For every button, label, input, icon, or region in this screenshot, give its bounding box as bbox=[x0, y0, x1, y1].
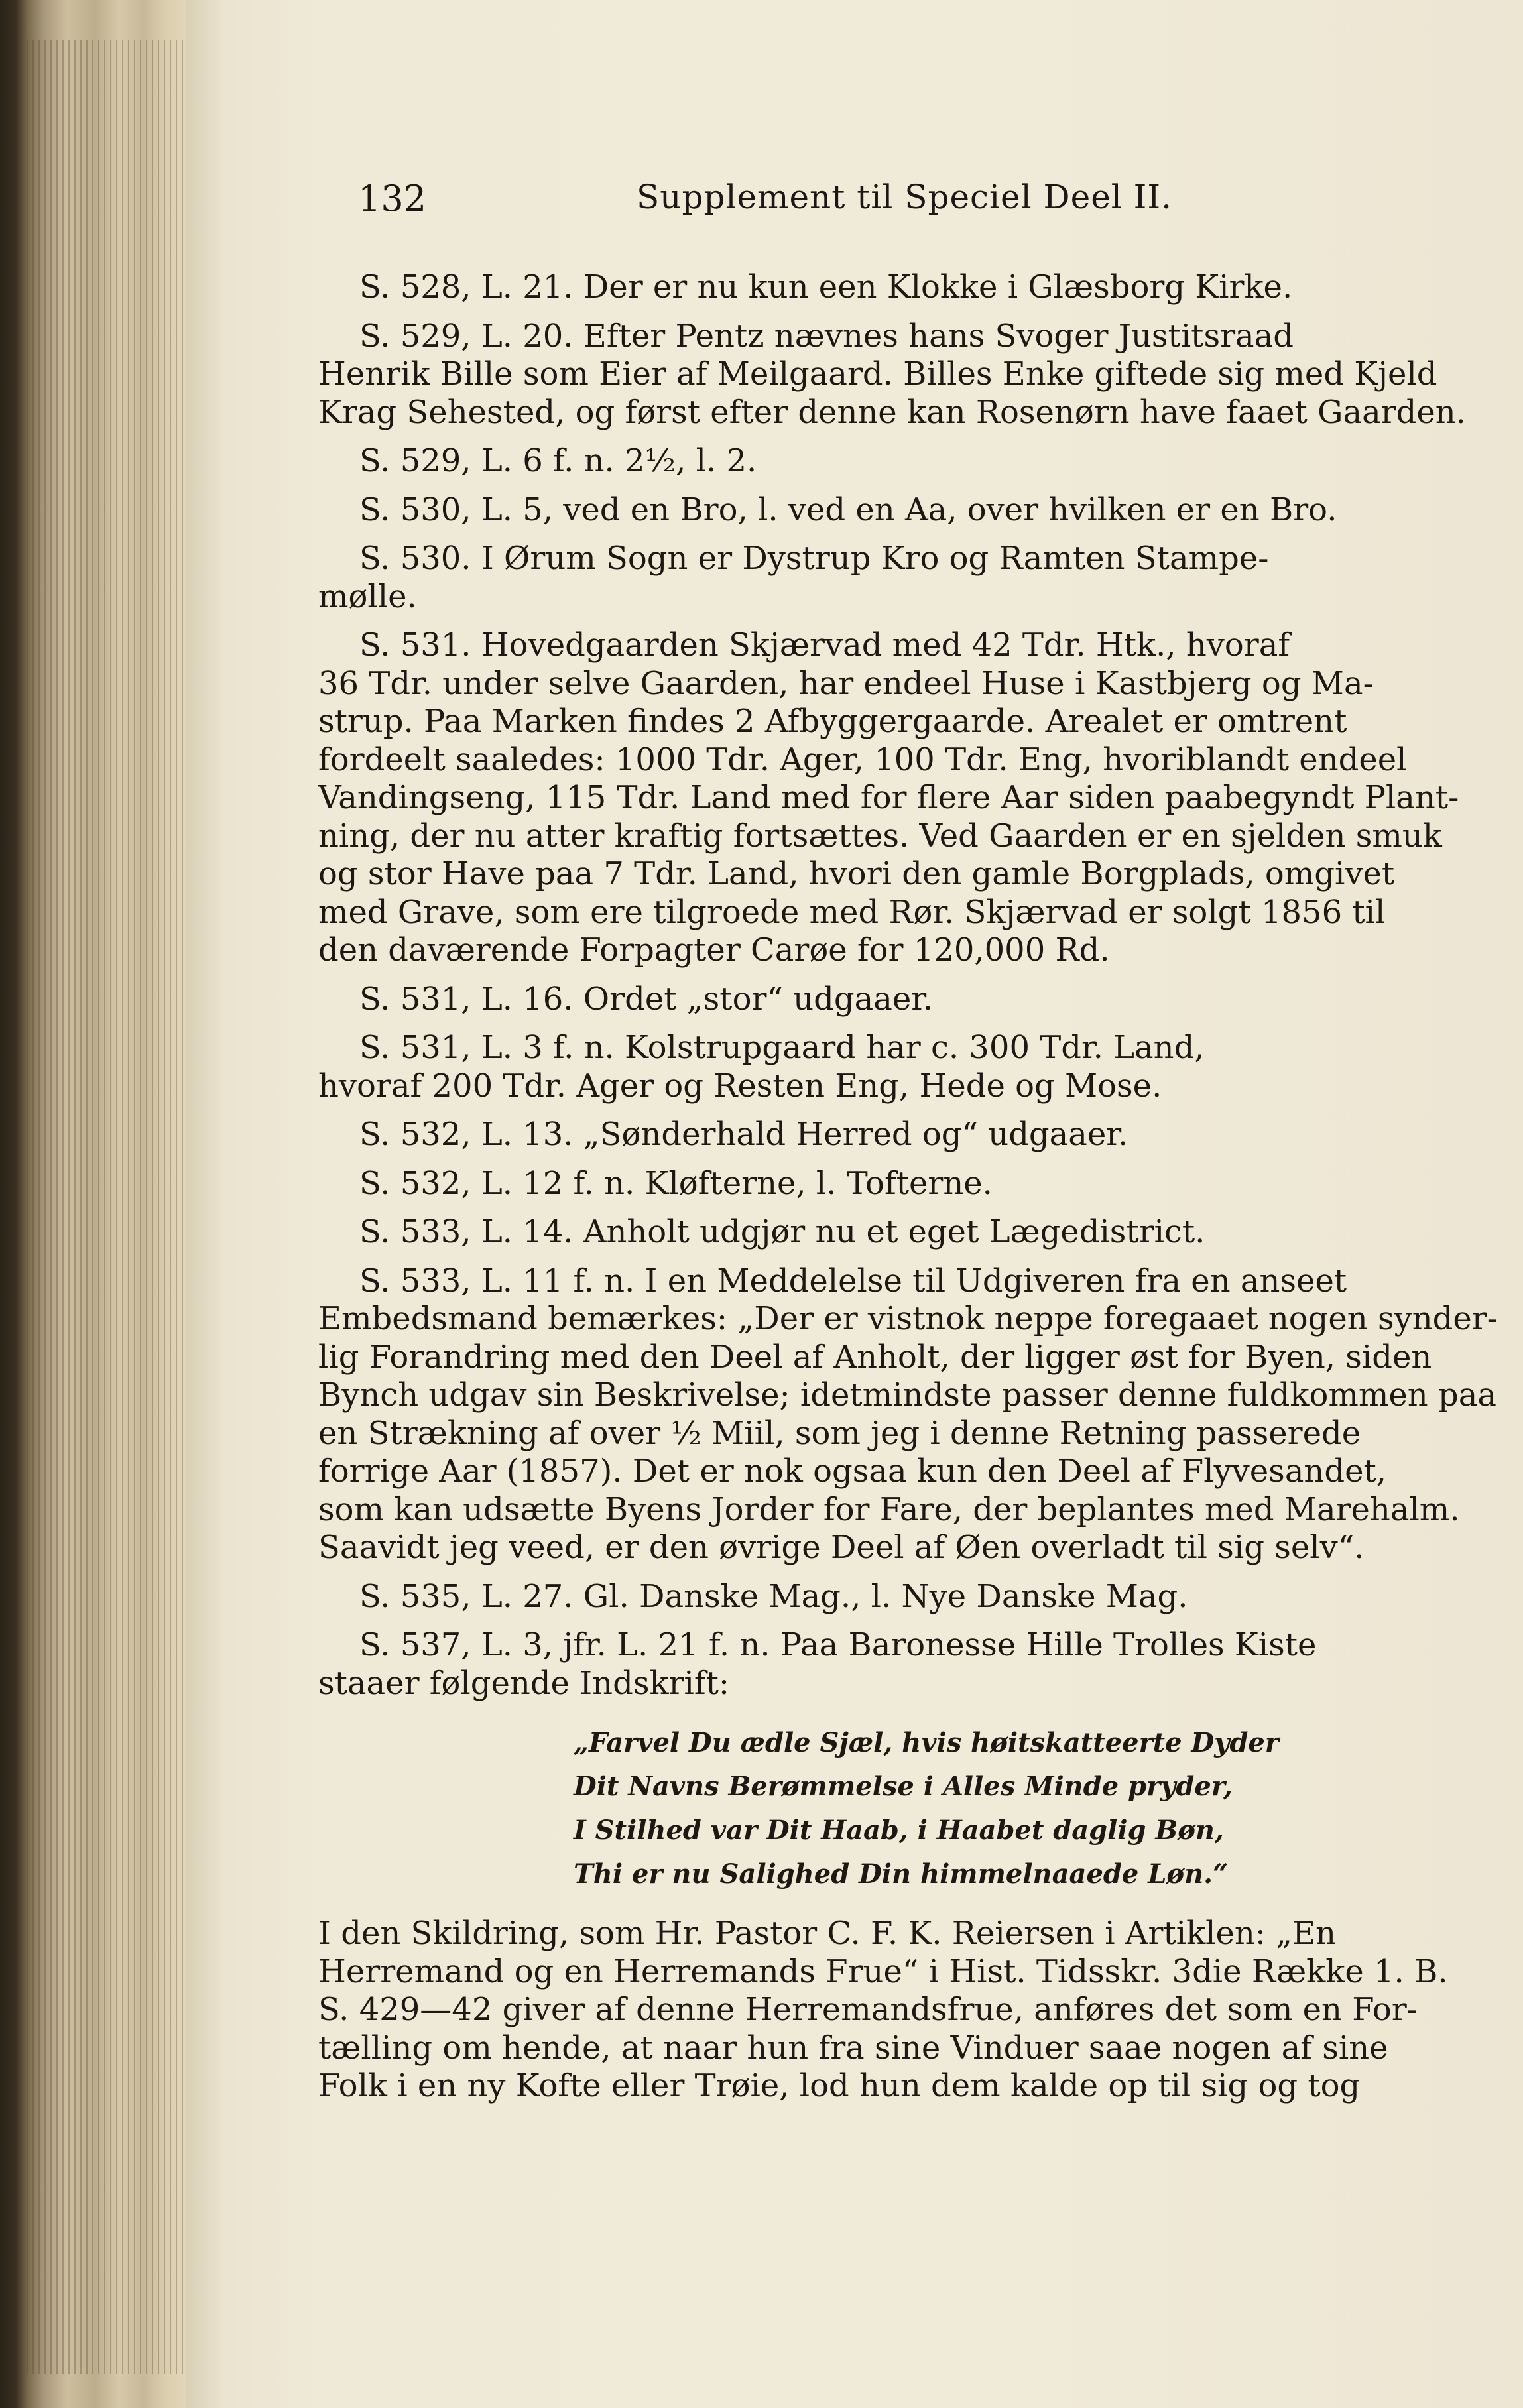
poem-line: Dit Navns Berømmelse i Alles Minde pryder, bbox=[574, 1771, 1233, 1802]
page-number: 132 bbox=[358, 178, 427, 219]
entry bbox=[318, 491, 1472, 530]
book-page bbox=[186, 0, 1523, 2408]
entry-line: strup. Paa Marken findes 2 Afbyggergaarde. Arealet er omtrent bbox=[318, 703, 1347, 740]
entry-line: S. 531, L. 16. Ordet „stor“ udgaaer. bbox=[359, 980, 934, 1018]
entry-line: Henrik Bille som Eier af Meilgaard. Billes Enke giftede sig med Kjeld bbox=[318, 355, 1437, 392]
entry-line: lig Forandring med den Deel af Anholt, der ligger øst for Byen, siden bbox=[318, 1338, 1432, 1376]
entry-line: S. 533, L. 14. Anholt udgjør nu et eget Lægedistrict. bbox=[359, 1213, 1205, 1250]
entry-line: S. 529, L. 6 f. n. 2½, l. 2. bbox=[359, 442, 757, 479]
running-title: Supplement til Speciel Deel II. bbox=[637, 178, 1173, 216]
entry bbox=[318, 1213, 1472, 1252]
entry-line: Vandingseng, 115 Tdr. Land med for flere Aar siden paabegyndt Plant- bbox=[318, 779, 1459, 816]
entry-line: S. 528, L. 21. Der er nu kun een Klokke i Glæsborg Kirke. bbox=[359, 269, 1293, 306]
entry-line: S. 532, L. 12 f. n. Kløfterne, l. Tofterne. bbox=[359, 1164, 993, 1202]
entry bbox=[318, 1262, 1498, 1567]
tail-line: tælling om hende, at naar hun fra sine Vinduer saae nogen af sine bbox=[318, 2029, 1388, 2067]
entry bbox=[318, 627, 1472, 970]
poem-line: I Stilhed var Dit Haab, i Haabet daglig Bøn, bbox=[574, 1815, 1224, 1846]
entry-line: mølle. bbox=[318, 577, 417, 615]
tail-line: Herremand og en Herremands Frue“ i Hist. Tidsskr. 3die Række 1. B. bbox=[318, 1953, 1448, 1990]
entry-line: S. 529, L. 20. Efter Pentz nævnes hans Svoger Justitsraad bbox=[359, 317, 1294, 355]
entry-line: 36 Tdr. under selve Gaarden, har endeel Huse i Kastbjerg og Ma- bbox=[318, 664, 1374, 702]
entry bbox=[318, 318, 1472, 432]
entry-line: Saavidt jeg veed, er den øvrige Deel af Øen overladt til sig selv“. bbox=[318, 1529, 1365, 1566]
entry-line: S. 530, L. 5, ved en Bro, l. ved en Aa, over hvilken er en Bro. bbox=[359, 491, 1337, 528]
entry-line: den daværende Forpagter Carøe for 120,000 Rd. bbox=[318, 932, 1110, 969]
entry bbox=[318, 1626, 1472, 1703]
tail-line: I den Skildring, som Hr. Pastor C. F. K. Reiersen i Artiklen: „En bbox=[318, 1915, 1337, 1952]
entry-line: med Grave, som ere tilgroede med Rør. Skjærvad er solgt 1856 til bbox=[318, 893, 1386, 931]
body-text bbox=[318, 269, 1498, 2106]
entry-line: som kan udsætte Byens Jorder for Fare, der beplantes med Marehalm. bbox=[318, 1490, 1460, 1528]
entry-line: S. 532, L. 13. „Sønderhald Herred og“ udgaaer. bbox=[359, 1116, 1128, 1153]
entry bbox=[318, 981, 1472, 1019]
entry-line: S. 531, L. 3 f. n. Kolstrupgaard har c. 300 Tdr. Land, bbox=[359, 1029, 1205, 1066]
entry-line: ning, der nu atter kraftig fortsættes. Ved Gaarden er en sjelden smuk bbox=[318, 817, 1442, 855]
entry-line: S. 530. I Ørum Sogn er Dystrup Kro og Ramten Stampe- bbox=[359, 540, 1269, 577]
entry-line: fordeelt saaledes: 1000 Tdr. Ager, 100 Tdr. Eng, hvoriblandt endeel bbox=[318, 741, 1407, 778]
entries-list bbox=[318, 269, 1498, 1703]
entry-line: en Strækning af over ½ Miil, som jeg i denne Retning passerede bbox=[318, 1414, 1361, 1452]
tail-line: S. 429—42 giver af denne Herremandsfrue, anføres det som en For- bbox=[318, 1991, 1418, 2028]
entry-line: Embedsmand bemærkes: „Der er vistnok neppe foregaaet nogen synder- bbox=[318, 1300, 1498, 1337]
page-edge-lines bbox=[27, 40, 192, 2374]
closing-paragraph bbox=[318, 1915, 1472, 2106]
entry-line: Krag Sehested, og først efter denne kan Rosenørn have faaet Gaarden. bbox=[318, 393, 1466, 431]
entry-line: hvoraf 200 Tdr. Ager og Resten Eng, Hede og Mose. bbox=[318, 1067, 1162, 1105]
poem-line: Thi er nu Salighed Din himmelnaaede Løn.“ bbox=[574, 1858, 1229, 1890]
entry bbox=[318, 442, 1472, 481]
entry-line: S. 537, L. 3, jfr. L. 21 f. n. Paa Baronesse Hille Trolles Kiste bbox=[359, 1626, 1317, 1663]
tail-line: Folk i en ny Kofte eller Trøie, lod hun dem kalde op til sig og tog bbox=[318, 2067, 1361, 2104]
entry bbox=[318, 540, 1472, 616]
entry-line: S. 533, L. 11 f. n. I en Meddelelse til Udgiveren fra en anseet bbox=[359, 1262, 1347, 1299]
book-page-edges bbox=[0, 0, 199, 2408]
entry-line: staaer følgende Indskrift: bbox=[318, 1664, 730, 1702]
entry-line: S. 535, L. 27. Gl. Danske Mag., l. Nye Danske Mag. bbox=[359, 1577, 1188, 1615]
entry-line: forrige Aar (1857). Det er nok ogsaa kun den Deel af Flyvesandet, bbox=[318, 1453, 1387, 1490]
entry bbox=[318, 1029, 1472, 1105]
poem-line: „Farvel Du ædle Sjæl, hvis høitskatteerte Dyder bbox=[574, 1727, 1279, 1758]
entry-line: og stor Have paa 7 Tdr. Land, hvori den gamle Borgplads, omgivet bbox=[318, 855, 1395, 892]
entry-line: Bynch udgav sin Beskrivelse; idetmindste passer denne fuldkommen paa bbox=[318, 1376, 1496, 1414]
page-header bbox=[358, 178, 1485, 237]
entry bbox=[318, 1578, 1472, 1616]
entry bbox=[318, 269, 1472, 307]
entry bbox=[318, 1165, 1472, 1203]
inscription-poem bbox=[318, 1721, 1472, 1896]
entry-line: S. 531. Hovedgaarden Skjærvad med 42 Tdr. Htk., hvoraf bbox=[359, 627, 1290, 664]
entry bbox=[318, 1116, 1472, 1154]
